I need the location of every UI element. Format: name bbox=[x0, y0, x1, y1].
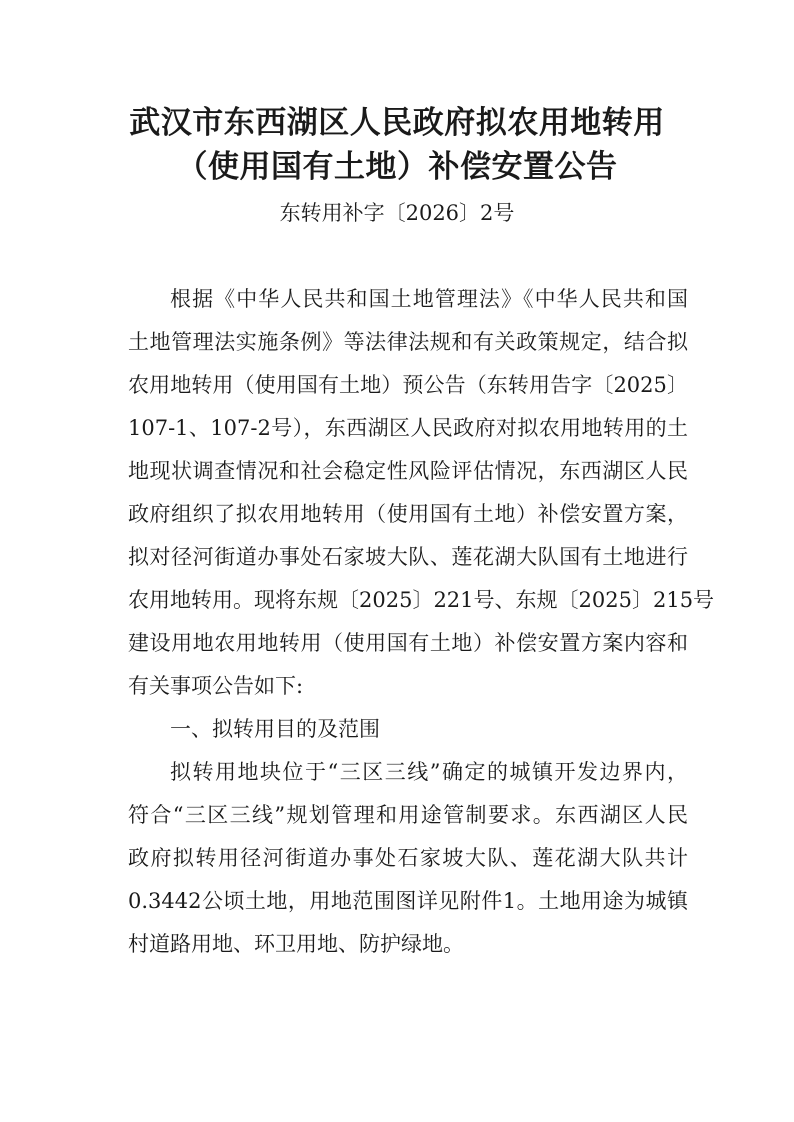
title-line-1: 武汉市东西湖区人民政府拟农用地转用 bbox=[129, 105, 665, 141]
intro-line-2: 土地管理法实施条例》等法律法规和有关政策规定，结合拟 bbox=[128, 330, 688, 354]
section-1-line-2: 符合“三区三线”规划管理和用途管制要求。东西湖区人民 bbox=[128, 803, 688, 827]
section-1-line-4: 0.3442公顷土地，用地范围图详见附件1。土地用途为城镇 bbox=[128, 889, 688, 913]
section-1-line-1: 拟转用地块位于“三区三线”确定的城镇开发边界内， bbox=[170, 760, 688, 784]
intro-line-8: 农用地转用。现将东规〔2025〕221号、东规〔2025〕215号 bbox=[128, 588, 715, 612]
intro-line-4: 107-1、107-2号），东西湖区人民政府对拟农用地转用的土 bbox=[128, 416, 688, 440]
intro-line-5: 地现状调查情况和社会稳定性风险评估情况，东西湖区人民 bbox=[128, 459, 688, 483]
intro-line-9: 建设用地农用地转用（使用国有土地）补偿安置方案内容和 bbox=[128, 631, 688, 655]
intro-line-7: 拟对径河街道办事处石家坡大队、莲花湖大队国有土地进行 bbox=[128, 545, 688, 569]
title-line-2: （使用国有土地）补偿安置公告 bbox=[176, 149, 618, 185]
intro-line-3: 农用地转用（使用国有土地）预公告（东转用告字〔2025〕 bbox=[128, 373, 688, 397]
intro-line-10: 有关事项公告如下: bbox=[128, 674, 304, 698]
document-number: 东转用补字〔2026〕2号 bbox=[279, 201, 515, 225]
section-1-line-5: 村道路用地、环卫用地、防护绿地。 bbox=[128, 932, 464, 956]
intro-line-6: 政府组织了拟农用地转用（使用国有土地）补偿安置方案， bbox=[128, 502, 688, 526]
intro-line-1: 根据《中华人民共和国土地管理法》《中华人民共和国 bbox=[170, 287, 688, 311]
section-1-line-3: 政府拟转用径河街道办事处石家坡大队、莲花湖大队共计 bbox=[128, 846, 688, 870]
section-1-heading: 一、拟转用目的及范围 bbox=[170, 717, 380, 741]
